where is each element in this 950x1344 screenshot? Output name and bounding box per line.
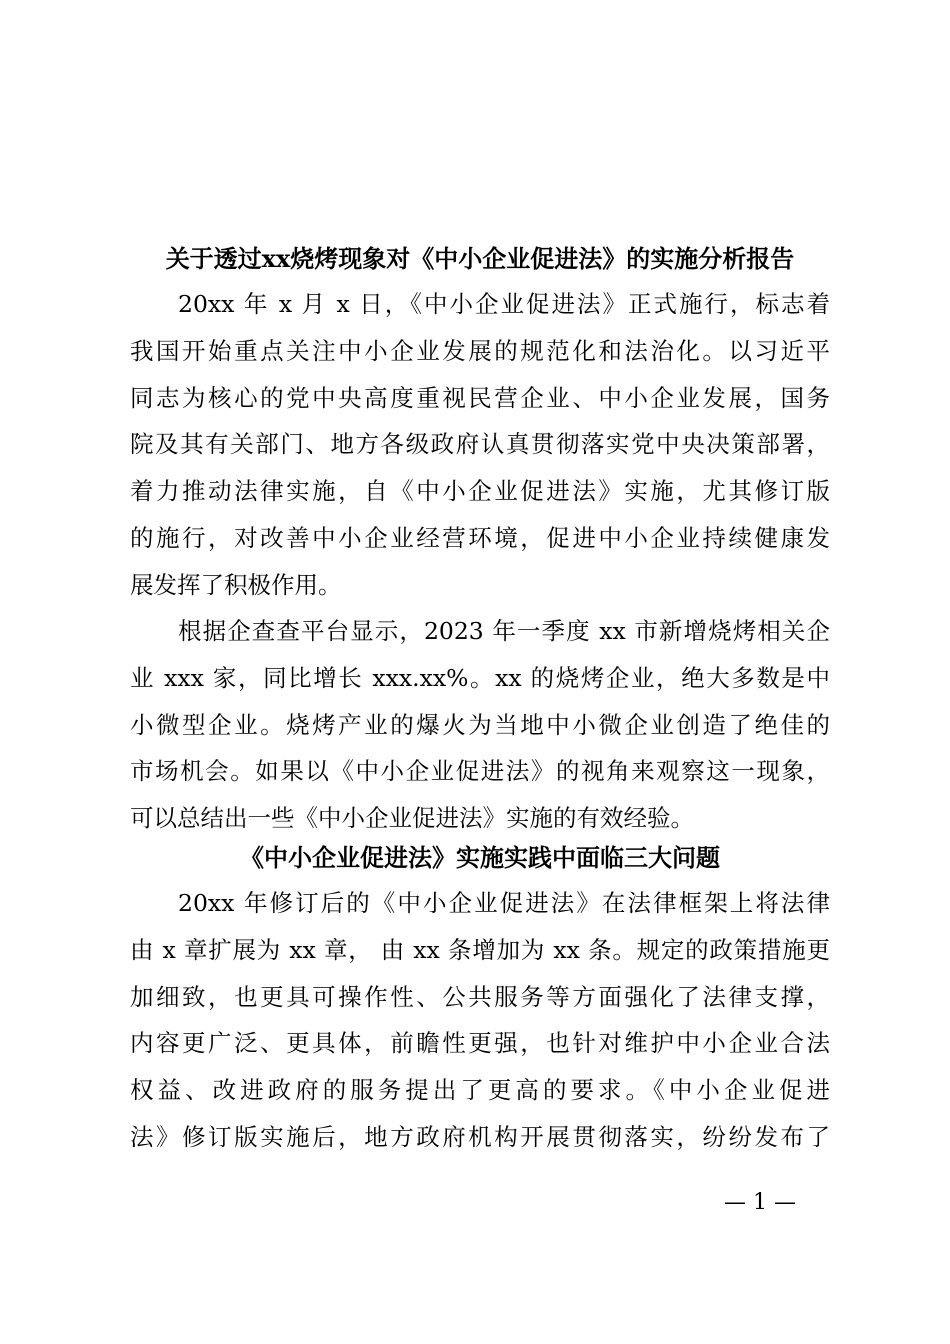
page-number: — 1 — (724, 1190, 796, 1215)
paragraph-line: 内容更广泛、更具体，前瞻性更强，也针对维护中小企业合法 (130, 1029, 830, 1058)
paragraph-line: 权益、改进政府的服务提出了更高的要求。《中小企业促进 (130, 1076, 830, 1105)
paragraph-1 (130, 281, 830, 609)
paragraph-2 (130, 608, 830, 842)
paragraph-line: 法》修订版实施后，地方政府机构开展贯彻落实，纷纷发布了 (130, 1122, 830, 1151)
paragraph-line: 市场机会。如果以《中小企业促进法》的视角来观察这一现象， (130, 757, 830, 786)
paragraph-3 (130, 880, 830, 1161)
paragraph-line: 的施行，对改善中小企业经营环境，促进中小企业持续健康发 (130, 523, 830, 552)
section-heading: 《中小企业促进法》实施实践中面临三大问题 (240, 843, 720, 872)
paragraph-line: 我国开始重点关注中小企业发展的规范化和法治化。以习近平 (130, 336, 830, 365)
paragraph-line: 同志为核心的党中央高度重视民营企业、中小企业发展，国务 (130, 383, 830, 412)
paragraph-line: 小微型企业。烧烤产业的爆火为当地中小微企业创造了绝佳的 (130, 710, 830, 739)
paragraph-line: 可以总结出一些《中小企业促进法》实施的有效经验。 (130, 804, 694, 833)
paragraph-line: 业 xxx 家，同比增长 xxx.xx%。xx 的烧烤企业，绝大多数是中 (130, 663, 830, 692)
paragraph-line: 20xx 年 x 月 x 日，《中小企业促进法》正式施行，标志着 (178, 290, 830, 318)
paragraph-line: 着力推动法律实施，自《中小企业促进法》实施，尤其修订版 (130, 477, 830, 506)
document-title: 关于透过xx烧烤现象对《中小企业促进法》的实施分析报告 (165, 244, 795, 273)
paragraph-line: 展发挥了积极作用。 (130, 570, 342, 599)
paragraph-line: 加细致，也更具可操作性、公共服务等方面强化了法律支撑， (130, 982, 830, 1011)
paragraph-line: 根据企查查平台显示，2023 年一季度 xx 市新增烧烤相关企 (178, 617, 830, 645)
paragraph-line: 院及其有关部门、地方各级政府认真贯彻落实党中央决策部署， (130, 430, 830, 459)
paragraph-line: 20xx 年修订后的《中小企业促进法》在法律框架上将法律 (178, 889, 830, 917)
paragraph-line: 由 x 章扩展为 xx 章， 由 xx 条增加为 xx 条。规定的政策措施更 (130, 935, 830, 964)
